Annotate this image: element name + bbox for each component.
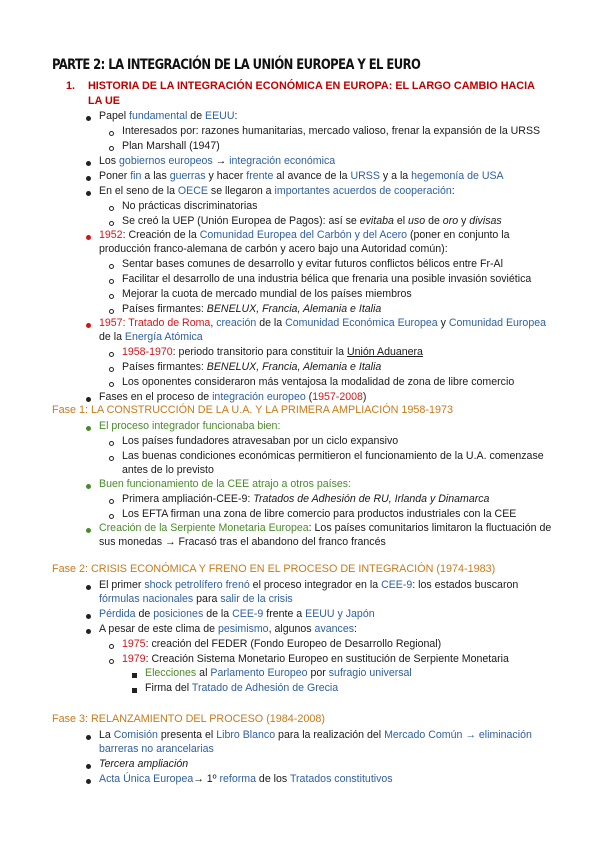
text-run: Creación de la Serpiente Monetaria Europea [99, 522, 309, 534]
text-run: A pesar de este clima de [99, 623, 218, 635]
text-run: Firma del [145, 682, 192, 694]
text-run: reforma [219, 773, 256, 785]
list-item: Facilitar el desarrollo de una industria bélica que frenaria una posible invasión soviética [122, 273, 532, 285]
text-run: Países firmantes: [122, 361, 207, 373]
text-run: Fases en el proceso de [99, 391, 213, 403]
list-item [99, 154, 335, 168]
heading-number: 1. [66, 80, 76, 92]
list-item: Los EFTA firman una zona de libre comercio para productos industriales con la CEE [122, 508, 517, 520]
text-run: evitaba [359, 215, 394, 227]
text-run: a las [141, 170, 170, 182]
text-run: de la [256, 317, 286, 329]
text-run: y [458, 215, 470, 227]
text-run: el proceso integrador en la [249, 579, 382, 591]
text-run: de [187, 110, 206, 122]
text-run: Papel [99, 110, 130, 122]
text-run: para [193, 593, 221, 605]
phase-heading: Fase 2: CRISIS ECONÓMICA Y FRENO EN EL PROCESO DE INTEGRACIÓN (1974-1983) [52, 563, 496, 575]
text-run: BENELUX, Francia, Alemania e Italia [206, 361, 382, 373]
text-run: fórmulas nacionales [99, 593, 194, 605]
text-run: : Creación Sistema Monetario Europeo en sustitución de Serpiente Monetaria [145, 653, 509, 665]
list-item-continued: producción franco-alemana de carbón y acero bajo una Autoridad común): [99, 243, 448, 255]
text-run: Tratado de Adhesión de Grecia [191, 682, 339, 694]
text-run: OECE [177, 185, 208, 197]
text-run: el [393, 215, 409, 227]
bullet-icon [109, 131, 114, 136]
bullet-icon [86, 764, 91, 769]
text-run: pesimismo [217, 623, 269, 635]
text-run: 1979 [122, 653, 146, 665]
list-item-continued: antes de lo previsto [122, 464, 214, 476]
text-run: Energía Atómica [124, 331, 203, 343]
list-item: Plan Marshall (1947) [122, 140, 220, 152]
text-run: (poner en conjunto la [407, 229, 510, 241]
text-run: presenta el [157, 729, 217, 741]
bullet-icon [86, 397, 91, 402]
list-item [99, 184, 455, 198]
list-item: No prácticas discriminatorias [122, 200, 258, 212]
text-run: Tratados constitutivos [289, 773, 393, 785]
text-run: de [135, 608, 154, 620]
text-run: hegemonía de USA [411, 170, 504, 182]
phase-heading: Fase 1: LA CONSTRUCCIÓN DE LA U.A. Y LA PRIMERA AMPLIACIÓN 1958-1973 [52, 404, 454, 416]
text-run: EEUU y Japón [305, 608, 375, 620]
text-run: CEE-9 [381, 579, 413, 591]
text-run: Tratados de Adhesión de RU, Irlanda y Dinamarca [253, 493, 490, 505]
text-run: uso [408, 215, 426, 227]
text-run: : periodo transitorio para constituir la [172, 346, 347, 358]
bullet-icon [109, 221, 114, 226]
bullet-icon [109, 367, 114, 372]
bullet-icon [109, 644, 114, 649]
page-title: PARTE 2: LA INTEGRACIÓN DE LA UNIÓN EUROPEA Y EL EURO [52, 57, 421, 73]
text-run: BENELUX, Francia, Alemania e Italia [206, 303, 382, 315]
text-run: de la [203, 608, 233, 620]
list-item-continued [99, 592, 293, 606]
list-item [99, 390, 366, 404]
bullet-icon [109, 309, 114, 314]
text-run: Libro Blanco [216, 729, 276, 741]
text-run: y a la [379, 170, 412, 182]
text-run: divisas [469, 215, 502, 227]
list-item-continued [99, 330, 203, 344]
text-run: Comunidad Económica Europea [285, 317, 438, 329]
text-run: Elecciones [145, 667, 197, 679]
bullet-icon [86, 426, 91, 431]
bullet-icon [86, 161, 91, 166]
text-run: CEE-9 [232, 608, 264, 620]
list-item: Mejorar la cuota de mercado mundial de los países miembros [122, 288, 412, 300]
list-item [99, 521, 551, 535]
list-item [99, 228, 510, 242]
list-item [99, 578, 518, 592]
bullet-icon [109, 206, 114, 211]
bullet-icon [86, 235, 91, 240]
bullet-icon [109, 382, 114, 387]
bullet-icon [109, 499, 114, 504]
text-run: creación [216, 317, 257, 329]
text-run: Acta Única Europea [99, 773, 194, 785]
list-item [99, 316, 546, 330]
list-item [122, 637, 441, 651]
text-run: → 1º [193, 773, 220, 785]
text-run: , [210, 317, 217, 329]
text-run: Unión Aduanera [346, 346, 423, 358]
text-run: salir de la crisis [220, 593, 293, 605]
text-run: Comunidad Europea [448, 317, 547, 329]
bullet-icon [109, 514, 114, 519]
list-item [99, 622, 357, 636]
text-run: 1957-2008 [312, 391, 363, 403]
text-run: importantes acuerdos de cooperación [274, 185, 452, 197]
bullet-icon [109, 294, 114, 299]
text-run: Poner [99, 170, 131, 182]
heading-text: HISTORIA DE LA INTEGRACIÓN ECONÓMICA EN EUROPA: EL LARGO CAMBIO HACIA LA UE [88, 80, 535, 107]
text-run: Comisión [113, 729, 158, 741]
list-item [122, 345, 423, 359]
list-item [145, 681, 338, 695]
bullet-icon [109, 441, 114, 446]
text-run: al [196, 667, 211, 679]
bullet-icon [132, 688, 137, 693]
list-item [122, 302, 381, 316]
text-run: La [99, 729, 114, 741]
text-run: sufragio universal [328, 667, 412, 679]
text-run: : [354, 623, 357, 635]
list-item [99, 169, 504, 183]
text-run: Los [99, 155, 120, 167]
list-item [145, 666, 412, 680]
text-run: avances [314, 623, 355, 635]
bullet-icon [109, 146, 114, 151]
bullet-icon [86, 735, 91, 740]
text-run: Se creó la UEP (Unión Europea de Pagos): así se [122, 215, 360, 227]
bullet-icon [86, 585, 91, 590]
text-run: URSS [350, 170, 380, 182]
text-run: integración europeo [212, 391, 306, 403]
list-item [122, 652, 509, 666]
list-item: Los oponentes consideraron más ventajosa la modalidad de zona de libre comercio [122, 376, 515, 388]
text-run: al avance de la [273, 170, 351, 182]
text-run: frente [246, 170, 274, 182]
text-run: de los [255, 773, 290, 785]
text-run: , algunos [268, 623, 315, 635]
text-run: ) [362, 391, 367, 403]
text-run: : [234, 110, 238, 122]
list-item-continued: barreras no arancelarias [99, 743, 214, 755]
text-run: frente a [263, 608, 306, 620]
bullet-icon [86, 528, 91, 533]
list-item [99, 109, 237, 123]
text-run: 1958-1970 [122, 346, 173, 358]
text-run: fundamental [129, 110, 188, 122]
text-run: integración económica [229, 155, 336, 167]
text-run: Parlamento Europeo [210, 667, 308, 679]
text-run: Mercado Común → eliminación [384, 729, 532, 741]
list-item: Interesados por: razones humanitarias, mercado valioso, frenar la expansión de la URSS [122, 125, 541, 137]
text-run: En el seno de la [99, 185, 178, 197]
text-run: 1975 [122, 638, 146, 650]
bullet-icon [86, 323, 91, 328]
bullet-icon [86, 116, 91, 121]
text-run: : los estados buscaron [412, 579, 519, 591]
bullet-icon [86, 779, 91, 784]
text-run: de la [99, 331, 125, 343]
text-run: ( [305, 391, 313, 403]
text-run: y hacer [205, 170, 247, 182]
bullet-icon [132, 673, 137, 678]
list-item [122, 492, 489, 506]
list-item: Buen funcionamiento de la CEE atrajo a otros países: [99, 478, 352, 490]
text-run: gobiernos europeos [119, 155, 213, 167]
text-run: → [212, 155, 230, 167]
text-run: por [307, 667, 329, 679]
bullet-icon [109, 352, 114, 357]
text-run: de [425, 215, 443, 227]
text-run: EEUU [205, 110, 235, 122]
bullet-icon [86, 614, 91, 619]
text-run: : [451, 185, 455, 197]
bullet-icon [86, 176, 91, 181]
text-run: se llegaron a [207, 185, 275, 197]
text-run: 1952 [99, 229, 123, 241]
list-item: Los países fundadores atravesaban por un ciclo expansivo [122, 435, 399, 447]
bullet-icon [86, 191, 91, 196]
bullet-icon [109, 456, 114, 461]
list-item: Tercera ampliación [99, 758, 189, 770]
text-run: guerras [169, 170, 206, 182]
text-run: Comunidad Europea del Carbón y del Acero [199, 229, 408, 241]
text-run: : Los países comunitarios limitaron la fluctuación de [308, 522, 552, 534]
text-run: para la realización del [275, 729, 385, 741]
bullet-icon [86, 629, 91, 634]
phase-heading: Fase 3: RELANZAMIENTO DEL PROCESO (1984-2008) [52, 713, 326, 725]
text-run: Países firmantes: [122, 303, 207, 315]
bullet-icon [109, 659, 114, 664]
text-run: : Creación de la [122, 229, 200, 241]
list-item [122, 360, 381, 374]
text-run: Pérdida [99, 608, 136, 620]
list-item-continued: sus monedas → Fracasó tras el abandono del franco francés [99, 536, 386, 548]
list-item: Sentar bases comunes de desarrollo y evitar futuros conflictos bélicos entre Fr-Al [122, 258, 503, 270]
list-item [99, 607, 375, 621]
list-item: El proceso integrador funcionaba bien: [99, 420, 281, 432]
bullet-icon [109, 279, 114, 284]
list-item [122, 214, 502, 228]
text-run: shock petrolífero frenó [144, 579, 250, 591]
list-item: Las buenas condiciones económicas permitieron el funcionamiento de la U.A. comenzase [122, 450, 544, 462]
text-run: : creación del FEDER (Fondo Europeo de Desarrollo Regional) [145, 638, 442, 650]
text-run: Primera ampliación-CEE-9: [122, 493, 254, 505]
text-run: y [437, 317, 449, 329]
text-run: fin [130, 170, 142, 182]
list-item [99, 772, 393, 786]
bullet-icon [109, 264, 114, 269]
text-run: oro [442, 215, 459, 227]
text-run: posiciones [153, 608, 204, 620]
bullet-icon [86, 484, 91, 489]
text-run: 1957: Tratado de Roma [99, 317, 211, 329]
list-item [99, 728, 532, 742]
text-run: El primer [99, 579, 145, 591]
